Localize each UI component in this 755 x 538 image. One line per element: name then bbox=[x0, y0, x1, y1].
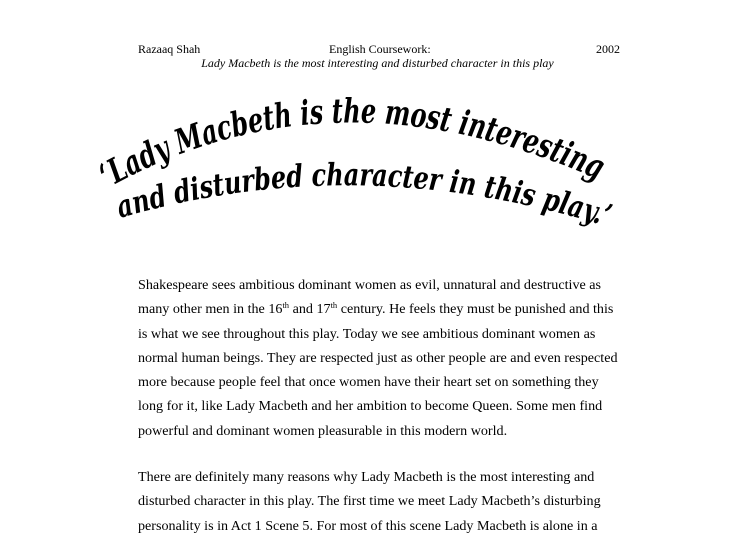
paragraph-line: disturbed character in this play. The first time we meet Lady Macbeth’s disturbing bbox=[138, 493, 601, 510]
body-paragraph-2 bbox=[138, 465, 623, 538]
paragraph-line: more because people feel that once women have their heart set on something they bbox=[138, 374, 599, 391]
paragraph-line: long for it, like Lady Macbeth and her ambition to become Queen. Some men find bbox=[138, 398, 603, 415]
wordart-line-2: and disturbed character in this play.’ bbox=[112, 157, 619, 235]
paragraph-line: many other men in the 16th and 17th century. He feels they must be punished and this bbox=[138, 300, 614, 318]
header-year: 2002 bbox=[596, 42, 620, 56]
header-subtitle: Lady Macbeth is the most interesting and disturbed character in this play bbox=[201, 56, 554, 70]
body-paragraph-1 bbox=[138, 273, 623, 443]
paragraph-line: normal human beings. They are respected just as other people are and even respected bbox=[138, 349, 618, 366]
wordart-line-1: ‘Lady Macbeth is the most interesting bbox=[93, 91, 617, 196]
header-author: Razaaq Shah bbox=[138, 42, 201, 56]
title-wordart bbox=[0, 78, 755, 258]
paragraph-line: Shakespeare sees ambitious dominant women as evil, unnatural and destructive as bbox=[138, 277, 602, 293]
paragraph-line: powerful and dominant women pleasurable in this modern world. bbox=[138, 422, 508, 439]
paragraph-line: personality is in Act 1 Scene 5. For most of this scene Lady Macbeth is alone in a bbox=[138, 517, 598, 534]
header-course: English Coursework: bbox=[329, 42, 431, 56]
paragraph-line: is what we see throughout this play. Today we see ambitious dominant women as bbox=[138, 325, 596, 342]
paragraph-line: There are definitely many reasons why Lady Macbeth is the most interesting and bbox=[138, 469, 595, 485]
